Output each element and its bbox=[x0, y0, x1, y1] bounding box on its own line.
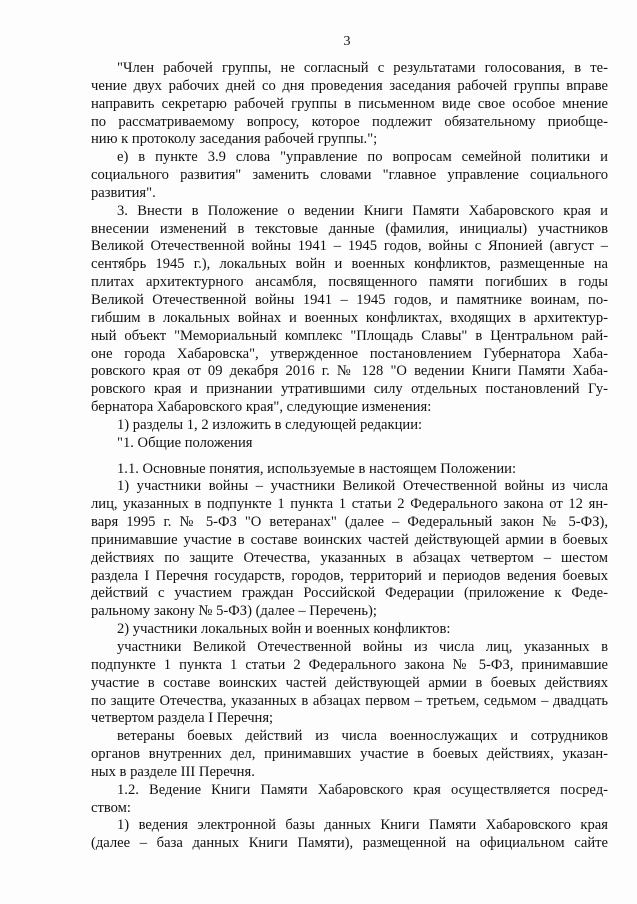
text-line: нию к протоколу заседания рабочей группы."; bbox=[91, 131, 378, 148]
text-line: участники Великой Отечественной войны из числа лиц, указанных в bbox=[117, 639, 608, 655]
text-line: ством: bbox=[91, 799, 131, 816]
paragraph-item-3 bbox=[91, 203, 608, 417]
text-line: (далее – база данных Книги Памяти), размещенной на официальном сайте bbox=[91, 835, 608, 852]
text-line: направить секретарю рабочей группы в письменном виде свое особое мнение bbox=[91, 95, 608, 112]
text-line: сентябрь 1945 г.), локальных войн и военных конфликтов, размещенные на bbox=[91, 256, 608, 273]
text-line: 1) участники войны – участники Великой Отечественной войны из числа bbox=[117, 478, 608, 495]
text-line: 2) участники локальных войн и военных конфликтов: bbox=[117, 621, 451, 638]
text-line: ровского края и признании утратившими силу отдельных постановлений Гу- bbox=[91, 381, 608, 398]
text-line: ровского края от 09 декабря 2016 г. № 128 "О ведении Книги Памяти Хаба- bbox=[91, 363, 608, 380]
text-line: социального развития" заменить словами "главное управление социального bbox=[91, 167, 608, 184]
paragraph-sub-1 bbox=[91, 417, 608, 435]
paragraph-item-e bbox=[91, 149, 608, 203]
text-line: 1.1. Основные понятия, используемые в настоящем Положении: bbox=[117, 460, 516, 477]
text-line: чение двух рабочих дней со дня проведения заседания рабочей группы вправе bbox=[91, 77, 608, 94]
text-line: по рассматриваемому вопросу, которое подлежит обязательному приобще- bbox=[91, 113, 608, 130]
paragraph-gap bbox=[91, 453, 608, 461]
text-line: четвертом раздела I Перечня; bbox=[91, 710, 274, 727]
text-line: раздела I Перечня государств, городов, территорий и периодов ведения боевых bbox=[91, 567, 608, 584]
text-line: варя 1995 г. № 5-ФЗ "О ветеранах" (далее – Федеральный закон № 5-ФЗ), bbox=[91, 514, 608, 531]
text-line: Великой Отечественной войны 1941 – 1945 годов, войны с Японией (август – bbox=[91, 238, 608, 255]
text-line: "1. Общие положения bbox=[117, 434, 253, 451]
text-line: по защите Отечества, указанных в абзацах первом – третьем, седьмом – двадцать bbox=[91, 692, 608, 709]
paragraph-def-2-a bbox=[91, 639, 608, 728]
text-line: гибшим в локальных войнах и военных конфликтах, входящих в архитектур- bbox=[91, 309, 608, 326]
text-line: оне города Хабаровска", утвержденное постановлением Губернатора Хаба- bbox=[91, 345, 608, 362]
text-line: действиях по защите Отечества, указанных в абзацах четвертом – шестом bbox=[91, 549, 608, 566]
text-line: ветераны боевых действий из числа военнослужащих и сотрудников bbox=[117, 728, 608, 745]
text-line: подпункте 1 пункта 1 статьи 2 Федерального закона № 5-ФЗ, принимавшие bbox=[91, 656, 608, 673]
text-line: плитах архитектурного ансамбля, посвященного памяти погибших в годы bbox=[91, 274, 608, 291]
text-line: развития". bbox=[91, 184, 156, 201]
text-line: внесении изменений в текстовые данные (фамилия, инициалы) участников bbox=[91, 220, 608, 237]
text-line: 1) ведения электронной базы данных Книги Памяти Хабаровского края bbox=[117, 817, 608, 834]
text-line: Великой Отечественной войны 1941 – 1945 годов, и памятнике воинам, по- bbox=[91, 291, 608, 308]
document-body bbox=[91, 60, 608, 853]
paragraph-quote-member bbox=[91, 60, 608, 149]
paragraph-clause-1-2 bbox=[91, 782, 608, 818]
text-line: принимавшие участие в составе воинских частей действующей армии в боевых bbox=[91, 531, 608, 548]
text-line: лиц, указанных в подпункте 1 пункта 1 статьи 2 Федерального закона от 12 ян- bbox=[91, 496, 608, 513]
text-line: ный объект "Мемориальный комплекс "Площадь Славы" в Центральном рай- bbox=[91, 327, 608, 344]
paragraph-section-1-title bbox=[91, 435, 608, 453]
text-line: действий с участием граждан Российской Федерации (приложение к Феде- bbox=[91, 585, 608, 602]
text-line: органов внутренних дел, принимавших участие в боевых действиях, указан- bbox=[91, 746, 608, 763]
text-line: ральному закону № 5-ФЗ) (далее – Перечень); bbox=[91, 603, 377, 620]
paragraph-def-2-b bbox=[91, 728, 608, 782]
paragraph-def-2 bbox=[91, 621, 608, 639]
text-line: бернатора Хабаровского края", следующие изменения: bbox=[91, 399, 432, 416]
text-line: 3. Внести в Положение о ведении Книги Памяти Хабаровского края и bbox=[117, 202, 608, 219]
paragraph-means-1 bbox=[91, 817, 608, 853]
text-line: 1) разделы 1, 2 изложить в следующей редакции: bbox=[117, 416, 423, 433]
text-line: "Член рабочей группы, не согласный с результатами голосования, в те- bbox=[117, 60, 608, 76]
page-number: 3 bbox=[343, 34, 351, 49]
text-line: е) в пункте 3.9 слова "управление по вопросам семейной политики и bbox=[117, 149, 608, 166]
text-line: 1.2. Ведение Книги Памяти Хабаровского края осуществляется посред- bbox=[117, 781, 608, 798]
paragraph-def-1 bbox=[91, 478, 608, 621]
text-line: ных в разделе III Перечня. bbox=[91, 763, 255, 780]
paragraph-clause-1-1 bbox=[91, 461, 608, 479]
text-line: участие в составе воинских частей действующей армии в боевых действиях bbox=[91, 674, 608, 691]
